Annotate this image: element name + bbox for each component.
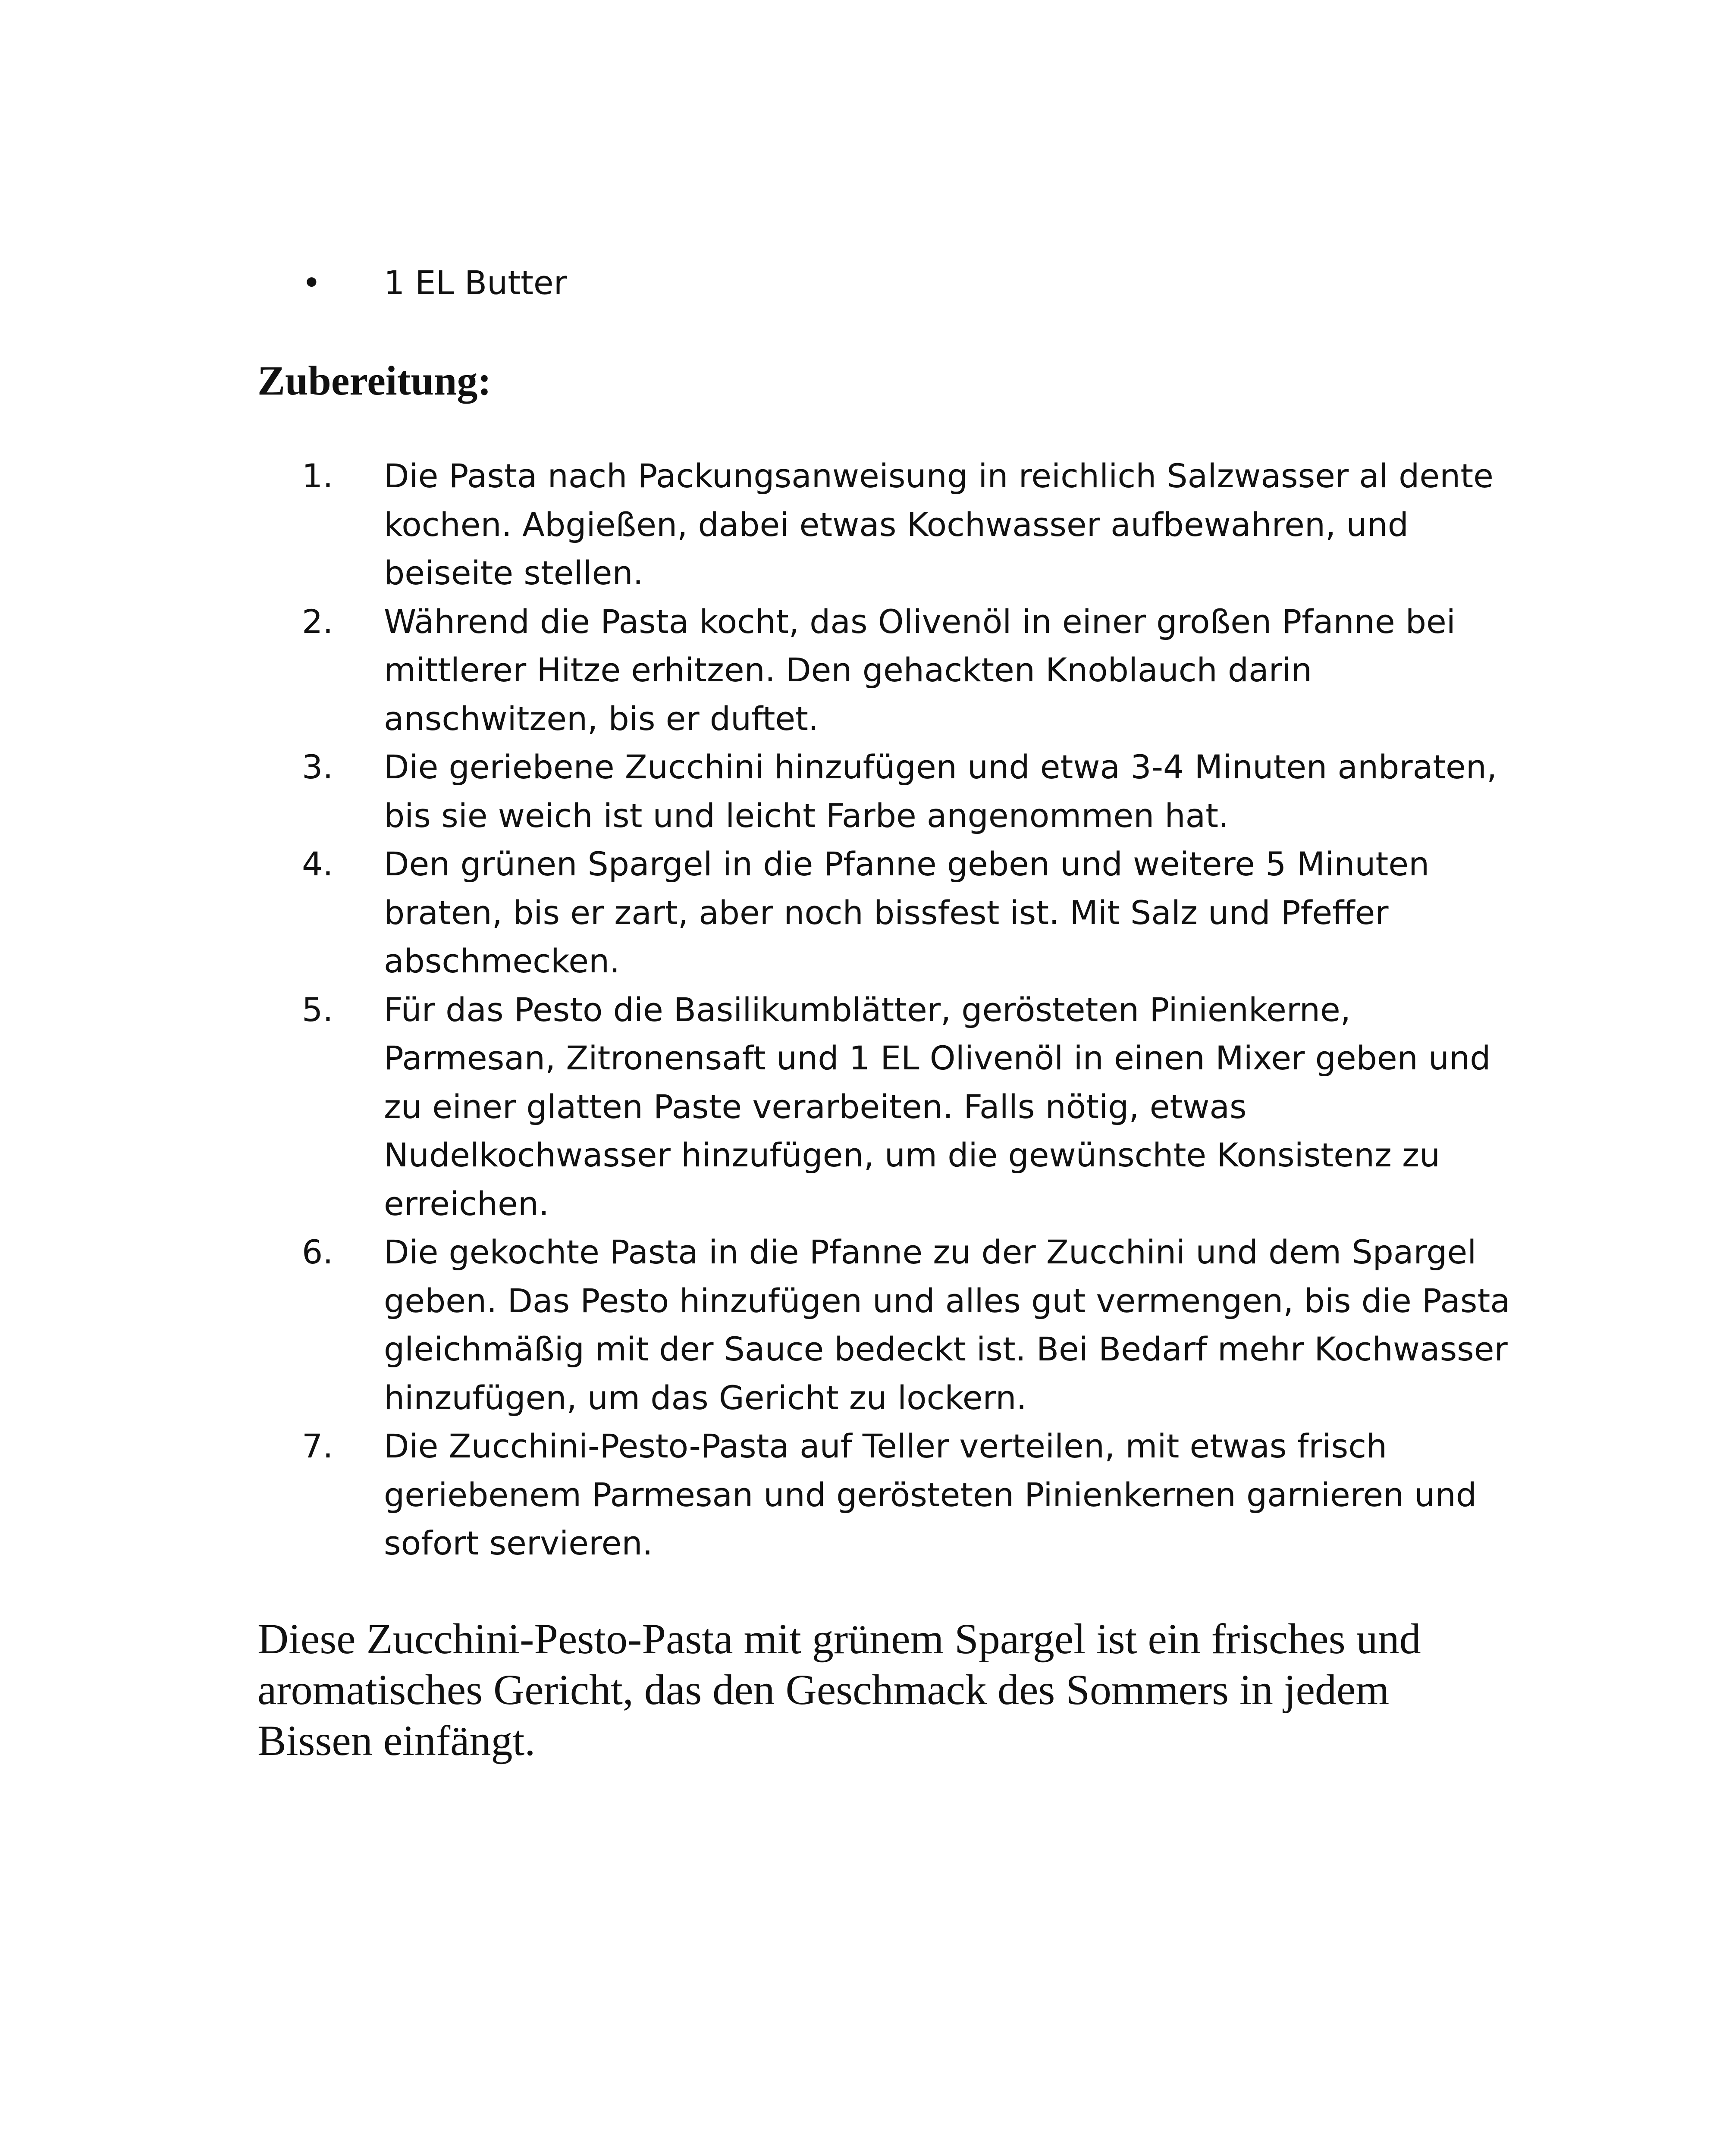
step-text: Die Pasta nach Packungsanweisung in reichlich Salzwasser al dente kochen. Abgießen, dabei etwas Kochwasser aufbewahren, und beiseite stellen. — [384, 457, 1494, 592]
step-number: 2. — [302, 602, 333, 641]
preparation-steps — [302, 452, 1527, 1568]
step-number: 7. — [302, 1427, 333, 1465]
step-number: 6. — [302, 1233, 333, 1271]
ingredient-list — [302, 259, 1509, 307]
step-item — [302, 986, 1527, 1228]
ingredient-text: 1 EL Butter — [384, 263, 567, 302]
section-heading: Zubereitung: — [257, 357, 492, 404]
step-item — [302, 840, 1527, 986]
step-text: Die geriebene Zucchini hinzufügen und etwa 3-4 Minuten anbraten, bis sie weich ist und leicht Farbe angenommen hat. — [384, 748, 1497, 835]
step-item — [302, 743, 1527, 840]
closing-paragraph: Diese Zucchini-Pesto-Pasta mit grünem Spargel ist ein frisches und aromatisches Gericht, das den Geschmack des Sommers in jedem Bissen einfängt. — [257, 1615, 1421, 1764]
bullet-marker: • — [302, 263, 321, 302]
step-number: 3. — [302, 748, 333, 786]
step-text: Den grünen Spargel in die Pfanne geben und weitere 5 Minuten braten, bis er zart, aber noch bissfest ist. Mit Salz und Pfeffer abschmecken. — [384, 845, 1430, 980]
step-number: 1. — [302, 457, 333, 495]
step-item — [302, 598, 1527, 743]
step-text: Die Zucchini-Pesto-Pasta auf Teller verteilen, mit etwas frisch geriebenem Parmesan und gerösteten Pinienkernen garnieren und sofort servieren. — [384, 1427, 1477, 1562]
step-text: Die gekochte Pasta in die Pfanne zu der Zucchini und dem Spargel geben. Das Pesto hinzufügen und alles gut vermengen, bis die Pasta gleichmäßig mit der Sauce bedeckt ist. Bei Bedarf mehr Kochwasser hinzufügen, um das Gericht zu lockern. — [384, 1233, 1510, 1417]
step-item — [302, 452, 1527, 598]
step-item — [302, 1228, 1527, 1422]
step-item — [302, 1422, 1527, 1568]
step-number: 4. — [302, 845, 333, 883]
ingredient-item — [302, 259, 1509, 307]
step-text: Während die Pasta kocht, das Olivenöl in einer großen Pfanne bei mittlerer Hitze erhitzen. Den gehackten Knoblauch darin anschwitzen, bis er duftet. — [384, 602, 1456, 738]
step-text: Für das Pesto die Basilikumblätter, gerösteten Pinienkerne, Parmesan, Zitronensaft und 1 EL Olivenöl in einen Mixer geben und zu einer glatten Paste verarbeiten. Falls nötig, etwas Nudelkochwasser hinzufügen, um die gewünschte Konsistenz zu erreichen. — [384, 990, 1491, 1223]
step-number: 5. — [302, 990, 333, 1029]
